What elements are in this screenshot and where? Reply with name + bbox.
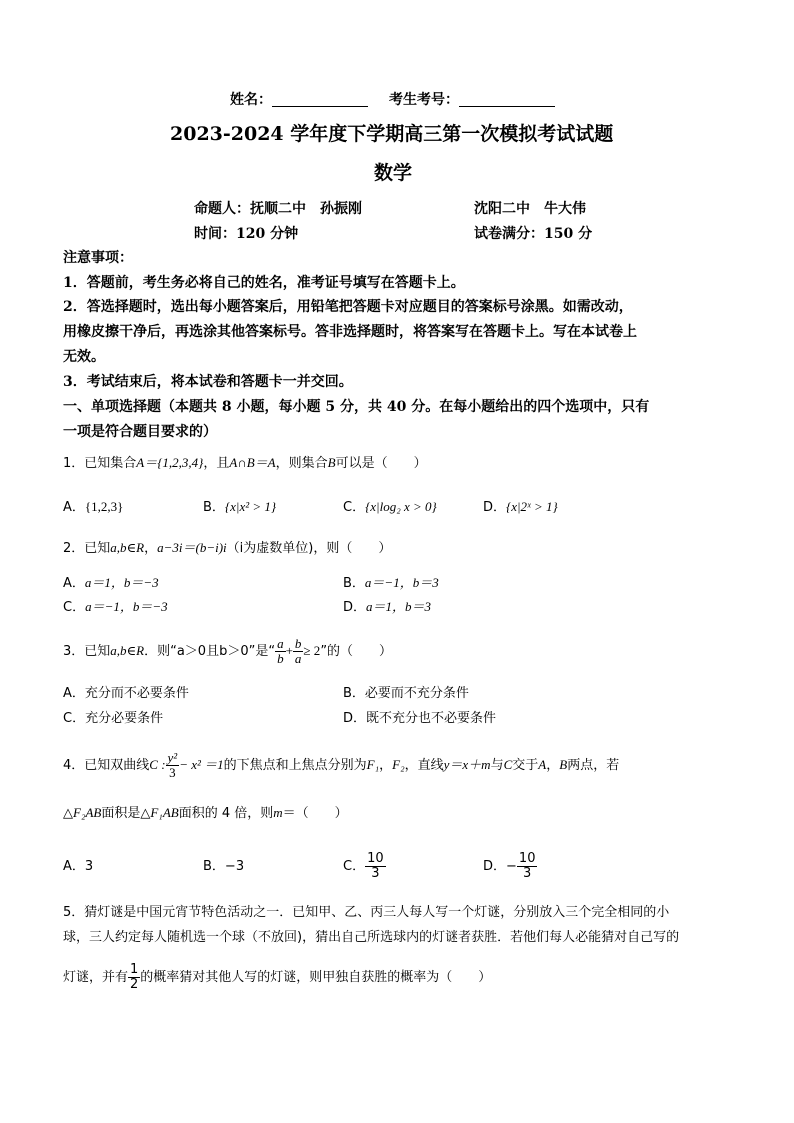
q4-option-d-fraction — [517, 852, 538, 880]
q2-note: （i为虚数单位)，则（ ） — [226, 541, 392, 556]
q3-inequality: ≥ 2 — [303, 643, 321, 658]
q2-option-b-label: B． — [343, 576, 365, 591]
author-left: 命题人：抚顺二中 孙振刚 — [194, 201, 362, 217]
q3-condition: a,b∈R — [110, 643, 145, 658]
q4-line2-mid: 面积是 — [101, 806, 141, 821]
notes-item-1: 1．答题前，考生务必将自己的姓名，准考证号填写在答题卡上。 — [63, 275, 465, 291]
q3-option-c-label: C． — [63, 711, 86, 726]
q3-option-c-text: 充分必要条件 — [85, 711, 164, 726]
q1-option-b-label: B． — [203, 500, 225, 515]
q4-suffix: 两点，若 — [567, 758, 620, 773]
q5-line3-suffix: 的概率猜对其他人写的灯谜，则甲独自获胜的概率为（ ） — [140, 970, 492, 985]
q3-suffix: ”的（ ） — [320, 644, 393, 659]
full-score: 试卷满分：150 分 — [474, 226, 593, 242]
q4-mid4: 交于 — [512, 758, 539, 773]
q3-option-b — [343, 687, 469, 700]
q2-option-a-label: A． — [63, 576, 85, 591]
q4-option-c-label: C． — [343, 859, 366, 874]
q2-option-c — [63, 600, 168, 614]
q4-curve-name: C : — [149, 757, 166, 772]
q3-option-a-text: 充分而不必要条件 — [84, 686, 189, 701]
q3-mid: ．则“a＞0且b＞0”是“ — [144, 644, 276, 659]
question-5-line-2: 球，三人约定每人随机选一个球（不放回)，猜出自己所选球内的灯谜者获胜．若他们每人必能猜对自己写的 — [63, 930, 680, 945]
name-blank — [272, 92, 368, 107]
q4-comma: ， — [379, 758, 393, 773]
question-5-line-3 — [63, 960, 491, 996]
q3-plus: + — [285, 643, 293, 658]
notes-item-2-line-2: 用橡皮擦干净后，再选涂其他答案标号。答非选择题时，将答案写在答题卡上。写在本试卷上 — [63, 324, 637, 340]
q4-option-a-text: 3 — [84, 859, 94, 874]
q4-option-d-sign: − — [506, 859, 517, 874]
q3-option-c — [63, 712, 163, 725]
author-right: 沈阳二中 牛大伟 — [474, 201, 586, 217]
q4-var-c: C — [503, 757, 513, 772]
q2-condition: a,b∈R — [110, 540, 145, 555]
q1-option-b — [203, 500, 276, 514]
name-field — [230, 92, 368, 107]
q4-line2-mid2: 面积的 4 倍，则 — [178, 806, 274, 821]
q1-suffix: 可以是（ ） — [335, 456, 427, 471]
q1-var-b: B — [327, 455, 336, 470]
q4-var-a: A — [538, 757, 547, 772]
q4-option-a — [63, 860, 93, 873]
q3-prefix: 3．已知 — [63, 644, 111, 659]
q1-option-a-label: A． — [63, 500, 85, 515]
q2-prefix: 2．已知 — [63, 541, 111, 556]
q1-option-c-text: {x|log₂ x > 0} — [365, 499, 437, 514]
q2-option-c-label: C． — [63, 600, 86, 615]
q4-var-m: m — [273, 805, 283, 820]
q4-triangle-f2ab: △F₂AB — [63, 805, 102, 820]
question-2-stem — [63, 541, 391, 555]
notes-title: 注意事项： — [63, 250, 133, 266]
q3-option-b-text: 必要而不充分条件 — [364, 686, 469, 701]
q2-mid: ， — [144, 541, 158, 556]
q4-option-d-label: D． — [483, 859, 507, 874]
q3-option-d-label: D． — [343, 711, 367, 726]
q2-option-a — [63, 576, 159, 590]
q4-option-b-label: B． — [203, 859, 225, 874]
q1-option-d-text: {x|2ˣ > 1} — [506, 499, 558, 514]
exam-title: 2023-2024 学年度下学期高三第一次模拟考试试题 — [170, 123, 614, 145]
section-1-heading-line-2: 一项是符合题目要求的） — [63, 424, 217, 440]
q5-fraction-numerator: 1 — [130, 962, 139, 978]
q1-mid: ，且 — [203, 456, 230, 471]
q1-mid2: ，则集合 — [275, 456, 328, 471]
q3-option-b-label: B． — [343, 686, 365, 701]
notes-item-3: 3．考试结束后，将本试卷和答题卡一并交回。 — [63, 374, 353, 390]
q4-prefix: 4．已知双曲线 — [63, 758, 150, 773]
q1-option-d — [483, 500, 558, 514]
q1-option-a-text: {1,2,3} — [84, 499, 124, 514]
q4-option-c-denominator: 3 — [365, 866, 386, 881]
q2-option-d-label: D． — [343, 600, 367, 615]
q3-fraction-2-numerator: b — [294, 636, 302, 652]
q1-option-c-label: C． — [343, 500, 366, 515]
q4-option-b — [203, 860, 244, 873]
q2-equation: a−3i＝(b−i)i — [157, 540, 227, 555]
q3-fraction-b-over-a — [293, 637, 304, 665]
question-5-line-1: 5．猜灯谜是中国元宵节特色活动之一．已知甲、乙、丙三人每人写一个灯谜，分别放入三个完全相同的小 — [63, 905, 670, 920]
exam-number-label: 考生考号： — [389, 92, 459, 108]
question-3-stem — [63, 634, 392, 668]
q3-fraction-1-numerator: a — [277, 636, 284, 652]
question-4-stem-line-2 — [63, 806, 348, 820]
q4-option-c — [343, 849, 386, 885]
q3-option-a — [63, 687, 189, 700]
q1-option-a — [63, 500, 123, 514]
exam-number-blank — [459, 92, 555, 107]
question-1-stem — [63, 456, 427, 470]
q4-line2-suffix: ＝（ ） — [282, 806, 348, 821]
q4-option-c-fraction — [365, 852, 386, 880]
q2-option-b-text: a＝−1，b＝3 — [364, 575, 439, 590]
q3-option-d — [343, 712, 496, 725]
q4-var-b: B — [559, 757, 568, 772]
q4-mid: 的下焦点和上焦点分别为 — [223, 758, 367, 773]
q2-option-a-text: a＝1，b＝−3 — [84, 575, 159, 590]
q5-fraction-denominator: 2 — [130, 977, 139, 992]
q1-option-c — [343, 500, 437, 514]
q2-option-b — [343, 576, 439, 590]
q1-set-a: A＝{1,2,3,4} — [136, 455, 204, 470]
q2-option-d-text: a＝1，b＝3 — [366, 599, 432, 614]
q1-prefix: 1．已知集合 — [63, 456, 137, 471]
q1-option-d-label: D． — [483, 500, 507, 515]
q4-option-d-denominator: 3 — [517, 866, 538, 881]
q4-fraction-numerator: y² — [167, 750, 178, 766]
q4-curve-rest: − x² ＝1 — [179, 757, 224, 772]
q3-option-a-label: A． — [63, 686, 85, 701]
q4-fraction-denominator: 3 — [166, 765, 180, 780]
exam-time: 时间：120 分钟 — [194, 226, 299, 242]
q1-option-b-text: {x|x² > 1} — [224, 499, 277, 514]
q4-option-d — [483, 849, 537, 885]
question-4-stem-line-1: 4．已知双曲线C : $\frac{\text{y²}}{3}$ − x² ＝1的下焦点和上焦点分别为F₁，F₂，直线y＝x＋m与C交于A，B两点，若 — [63, 750, 620, 780]
subject-title: 数学 — [374, 162, 413, 184]
notes-item-2-line-1: 2．答选择题时，选出每小题答案后，用铅笔把答题卡对应题目的答案标号涂黑。如需改动， — [63, 299, 633, 315]
q4-triangle-f1ab: △F₁AB — [140, 805, 179, 820]
q1-condition: A∩B＝A — [229, 455, 276, 470]
q4-option-d-numerator: 10 — [518, 851, 536, 867]
q4-mid3: 与 — [490, 758, 504, 773]
q3-fraction-2-denominator: a — [294, 651, 302, 666]
name-label: 姓名： — [230, 92, 272, 108]
q4-mid2: ，直线 — [404, 758, 444, 773]
notes-item-2-line-3: 无效。 — [63, 349, 105, 365]
q5-fraction-one-half — [128, 963, 140, 991]
exam-number-field — [389, 92, 555, 107]
q4-line-equation: y＝x＋m — [443, 757, 491, 772]
q3-option-d-text: 既不充分也不必要条件 — [366, 711, 497, 726]
q4-option-a-label: A． — [63, 859, 85, 874]
section-1-heading-line-1: 一、单项选择题（本题共 8 小题，每小题 5 分，共 40 分。在每小题给出的四个选项中，只有 — [63, 399, 650, 415]
q3-fraction-a-over-b — [275, 637, 286, 665]
q4-f1: F₁ — [366, 757, 380, 772]
q2-option-d — [343, 600, 431, 614]
q4-f2: F₂ — [392, 757, 405, 772]
q4-option-b-text: −3 — [224, 859, 245, 874]
q2-option-c-text: a＝−1，b＝−3 — [85, 599, 168, 614]
q5-line3-prefix: 灯谜，并有 — [63, 970, 129, 985]
q4-fraction-y2-over-3 — [166, 751, 180, 779]
q4-option-c-numerator: 10 — [367, 851, 384, 867]
q3-fraction-1-denominator: b — [277, 651, 284, 666]
